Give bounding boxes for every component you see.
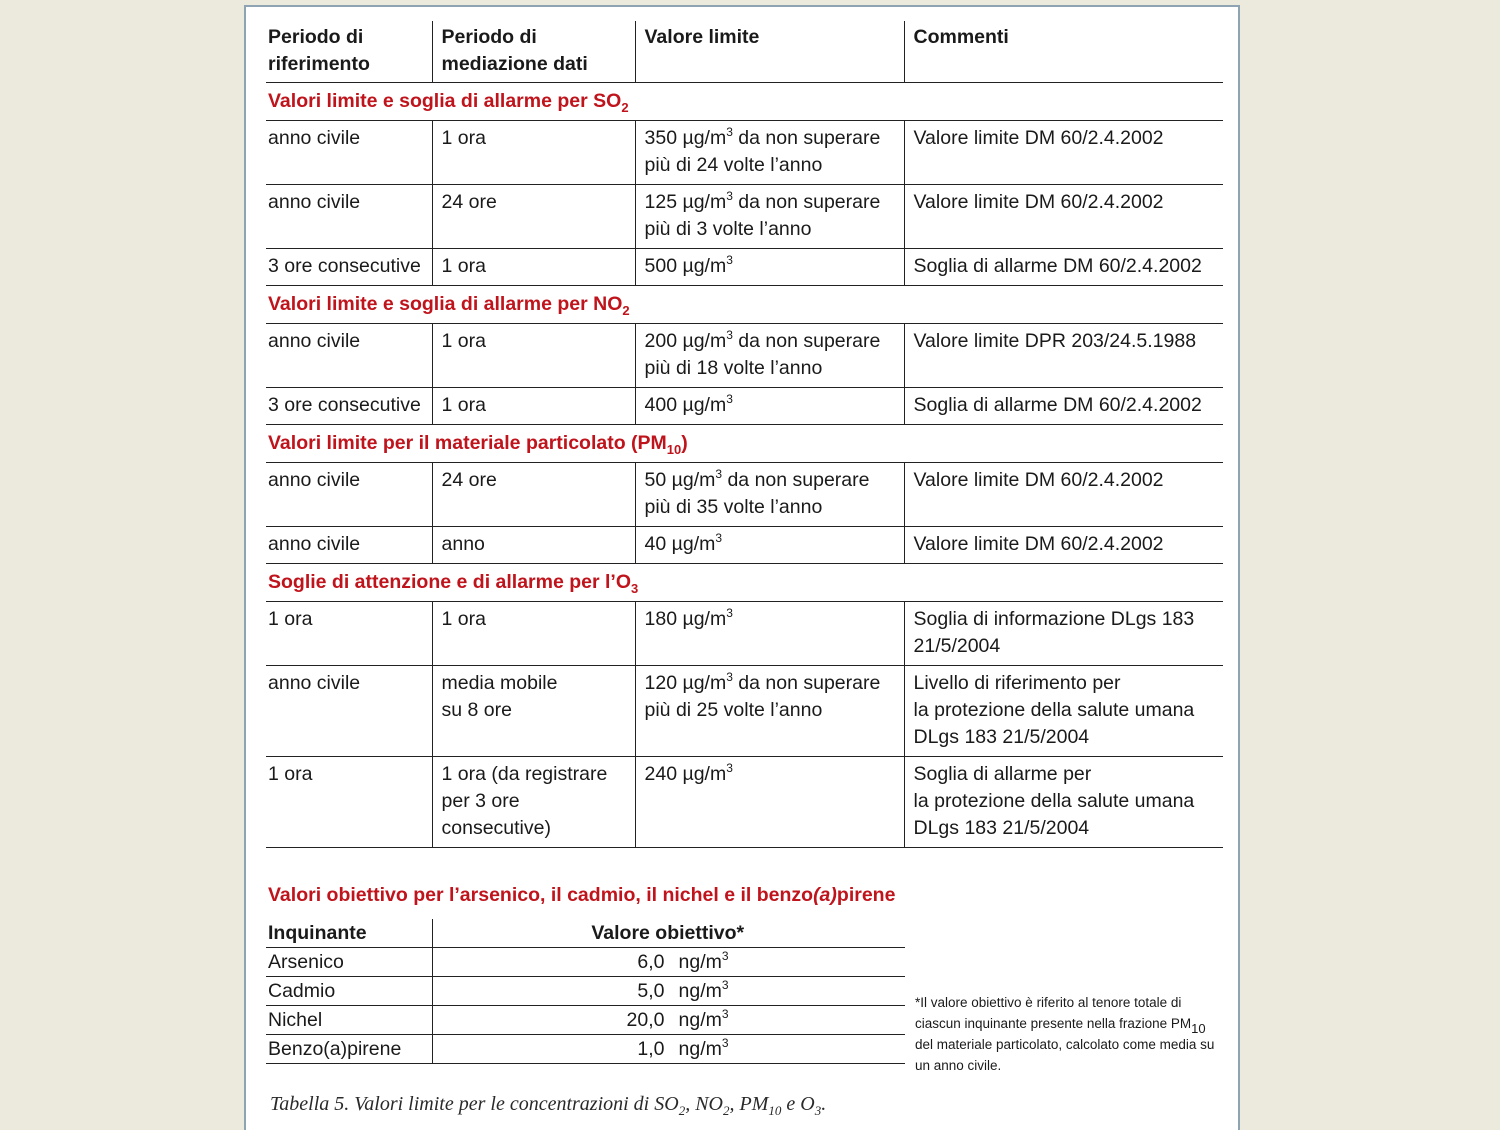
cell-inquinante: Arsenico (266, 948, 432, 977)
section-header (266, 564, 1223, 602)
cell-periodo-mediazione: 1 ora (432, 602, 635, 666)
cell-commenti: Valore limite DPR 203/24.5.1988 (904, 324, 1223, 388)
cell-valore-limite: 200 $\mu g/m^3$ da non superare più di 18 volte l’anno (635, 324, 904, 388)
objective-row (266, 977, 905, 1006)
table-row (266, 249, 1223, 286)
objective-row (266, 948, 905, 977)
cell-valore-limite: 180 $\mu g/m^3$ (635, 602, 904, 666)
cell-periodo-riferimento: 3 ore consecutive (266, 249, 432, 286)
table-row (266, 121, 1223, 185)
objectives-body (266, 948, 905, 1064)
cell-periodo-riferimento: anno civile (266, 185, 432, 249)
table-row (266, 527, 1223, 564)
footnote: *Il valore obiettivo è riferito al tenore totale di ciascun inquinante presente nella frazione PM10 del materiale particolato, calcolato come media su un anno civile. (915, 995, 1215, 1073)
cell-valore-limite: 500 $\mu g/m^3$ (635, 249, 904, 286)
table-row (266, 757, 1223, 848)
cell-periodo-riferimento: anno civile (266, 463, 432, 527)
cell-periodo-mediazione: 1 ora (432, 249, 635, 286)
section-title: Valori limite per il materiale particolato $(PM_{10})$ (266, 425, 1223, 463)
cell-periodo-riferimento: anno civile (266, 527, 432, 564)
table-row (266, 463, 1223, 527)
header-valore-limite: Valore limite (635, 21, 904, 83)
objectives-table (266, 919, 905, 1064)
table-row (266, 185, 1223, 249)
cell-periodo-riferimento: anno civile (266, 324, 432, 388)
objectives-title: Valori obiettivo per l’arsenico, il cadmio, il nichel e il benzo(a)pirene (268, 884, 896, 906)
cell-valore-obiettivo: 1,0 $ng/m^3$ (432, 1035, 905, 1064)
section-header (266, 83, 1223, 121)
cell-valore-obiettivo: 20,0 $ng/m^3$ (432, 1006, 905, 1035)
cell-commenti: Soglia di allarme DM 60/2.4.2002 (904, 388, 1223, 425)
section-header (266, 286, 1223, 324)
cell-valore-limite: 50 $\mu g/m^3$ da non superare più di 35 volte l’anno (635, 463, 904, 527)
header-valore-obiettivo: Valore obiettivo* (432, 919, 905, 948)
objective-row (266, 1006, 905, 1035)
table-caption: Tabella 5. Valori limite per le concentrazioni di $SO_2$, $NO_2$, $PM_{10}$ e $O_3$. (270, 1093, 827, 1118)
table-row (266, 324, 1223, 388)
table-row (266, 602, 1223, 666)
cell-commenti: Valore limite DM 60/2.4.2002 (904, 463, 1223, 527)
cell-periodo-riferimento: 1 ora (266, 602, 432, 666)
cell-commenti: Valore limite DM 60/2.4.2002 (904, 121, 1223, 185)
cell-periodo-mediazione: 1 ora (432, 324, 635, 388)
section-title: Valori limite e soglia di allarme per $SO_2$ (266, 83, 1223, 121)
cell-periodo-mediazione: 1 ora (432, 121, 635, 185)
cell-valore-limite: 120 $\mu g/m^3$ da non superare più di 25 volte l’anno (635, 666, 904, 757)
cell-inquinante: Benzo(a)pirene (266, 1035, 432, 1064)
cell-periodo-mediazione: 24 ore (432, 185, 635, 249)
cell-valore-limite: 40 $\mu g/m^3$ (635, 527, 904, 564)
cell-valore-limite: 240 $\mu g/m^3$ (635, 757, 904, 848)
cell-periodo-riferimento: 3 ore consecutive (266, 388, 432, 425)
cell-valore-limite: 400 $\mu g/m^3$ (635, 388, 904, 425)
cell-valore-obiettivo: 5,0 $ng/m^3$ (432, 977, 905, 1006)
document-page (244, 5, 1240, 1130)
cell-valore-limite: 350 $\mu g/m^3$ da non superare più di 24 volte l’anno (635, 121, 904, 185)
cell-commenti: Soglia di allarme per la protezione della salute umana DLgs 183 21/5/2004 (904, 757, 1223, 848)
section-title: Soglie di attenzione e di allarme per $l’O_3$ (266, 564, 1223, 602)
cell-periodo-mediazione: 24 ore (432, 463, 635, 527)
cell-periodo-mediazione: anno (432, 527, 635, 564)
table-header (266, 21, 1223, 83)
cell-commenti: Valore limite DM 60/2.4.2002 (904, 527, 1223, 564)
objective-row (266, 1035, 905, 1064)
cell-periodo-mediazione: 1 ora (da registrare per 3 ore consecutive) (432, 757, 635, 848)
table-row (266, 666, 1223, 757)
header-periodo-mediazione: Periodo di mediazione dati (432, 21, 635, 83)
table-body (266, 83, 1223, 849)
table-row (266, 388, 1223, 425)
cell-inquinante: Cadmio (266, 977, 432, 1006)
header-commenti: Commenti (904, 21, 1223, 83)
table-bottom-rule (266, 848, 1223, 849)
section-header (266, 425, 1223, 463)
cell-valore-obiettivo: 6,0 $ng/m^3$ (432, 948, 905, 977)
cell-periodo-mediazione: 1 ora (432, 388, 635, 425)
cell-commenti: Soglia di allarme DM 60/2.4.2002 (904, 249, 1223, 286)
limits-table (266, 21, 1223, 848)
cell-periodo-riferimento: anno civile (266, 666, 432, 757)
cell-commenti: Livello di riferimento per la protezione della salute umana DLgs 183 21/5/2004 (904, 666, 1223, 757)
cell-commenti: Soglia di informazione DLgs 183 21/5/2004 (904, 602, 1223, 666)
section-title: Valori limite e soglia di allarme per $NO_2$ (266, 286, 1223, 324)
cell-periodo-riferimento: anno civile (266, 121, 432, 185)
header-inquinante: Inquinante (266, 919, 432, 948)
header-periodo-riferimento: Periodo di riferimento (266, 21, 432, 83)
cell-valore-limite: 125 $\mu g/m^3$ da non superare più di 3 volte l’anno (635, 185, 904, 249)
cell-periodo-riferimento: 1 ora (266, 757, 432, 848)
cell-periodo-mediazione: media mobile su 8 ore (432, 666, 635, 757)
objectives-header (266, 919, 905, 948)
cell-commenti: Valore limite DM 60/2.4.2002 (904, 185, 1223, 249)
cell-inquinante: Nichel (266, 1006, 432, 1035)
